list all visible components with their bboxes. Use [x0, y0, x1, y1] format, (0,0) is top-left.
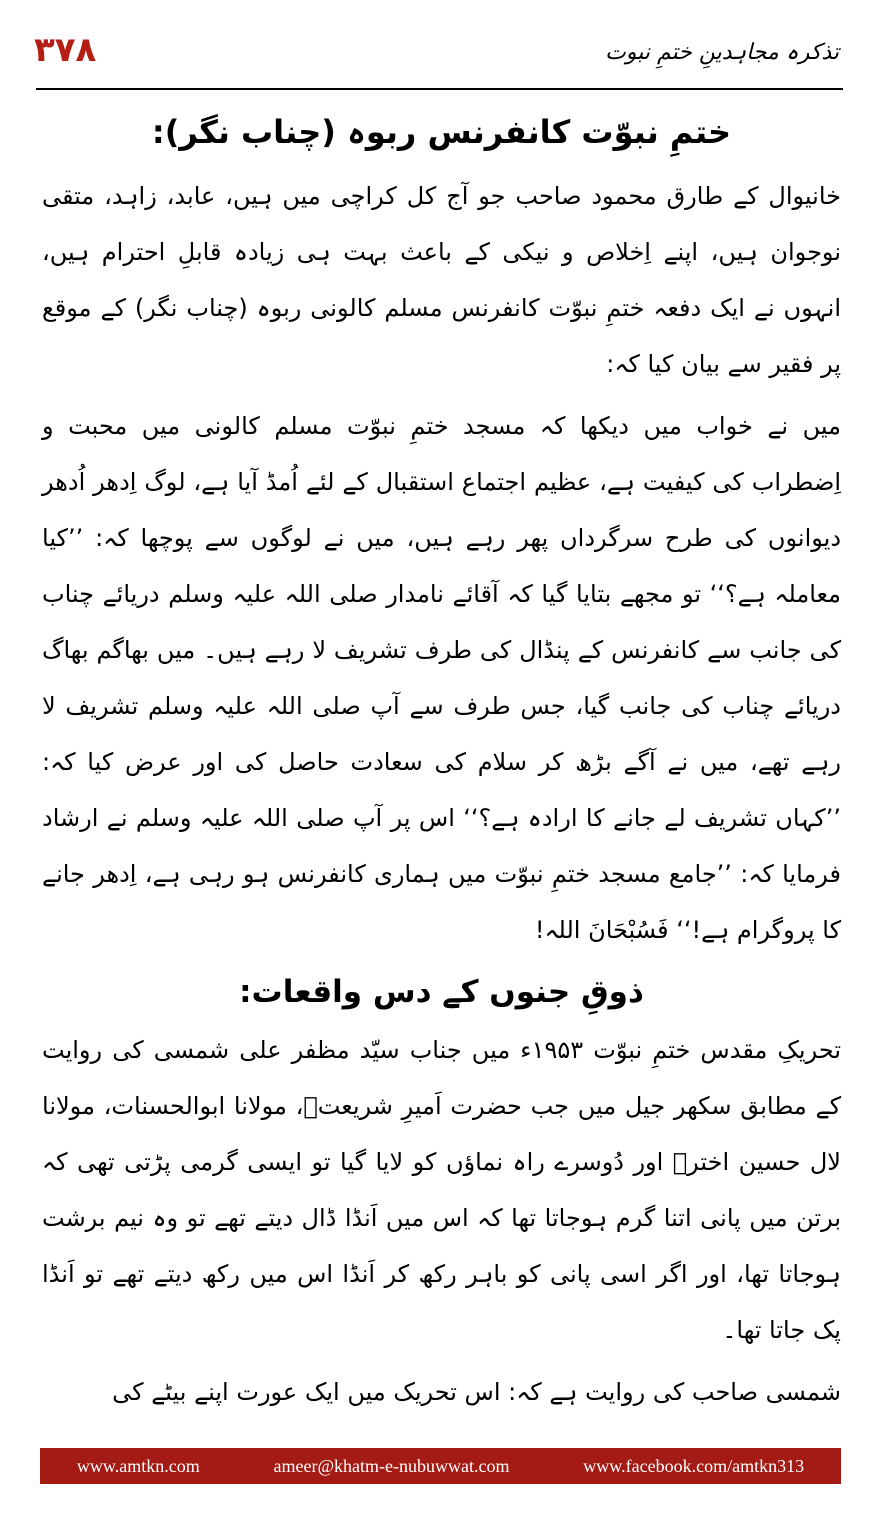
paragraph: تحریکِ مقدس ختمِ نبوّت ۱۹۵۳ء میں جناب سیّد مظفر علی شمسی کی روایت کے مطابق سکھر جیل میں جب حضرت اَمیرِ شریعتؒ، مولانا ابوالحسنات، مولانا لال حسین اخترؒ اور دُوسرے راہ نماؤں کو لایا گیا تو ایسی گرمی پڑتی تھی کہ برتن میں پانی اتنا گرم ہوجاتا تھا کہ اس میں اَنڈا ڈال دیتے تھے تو وہ نیم برشت ہوجاتا تھا، اور اگر اسی پانی کو باہر رکھ کر اَنڈا اس میں رکھ دیتے تھے تو اَنڈا پک جاتا تھا۔ [42, 1036, 842, 1344]
footer-facebook: www.facebook.com/amtkn313 [583, 1455, 805, 1476]
section-heading-ten-incidents: ذوقِ جنوں کے دس واقعات: [239, 974, 644, 1010]
running-title: تذکرہ مجاہدینِ ختمِ نبوت [605, 40, 839, 65]
footer-bar [40, 1448, 841, 1484]
paragraph: میں نے خواب میں دیکھا کہ مسجد ختمِ نبوّت مسلم کالونی میں محبت و اِضطراب کی کیفیت ہے، عظیم اجتماع استقبال کے لئے اُمڈ آیا ہے، لوگ اِدھر اُدھر دیوانوں کی طرح سرگرداں پھر رہے ہیں، میں نے لوگوں سے پوچھا کہ: ’’کیا معاملہ ہے؟‘‘ تو مجھے بتایا گیا کہ آقائے نامدار صلی اللہ علیہ وسلم دریائے چناب کی جانب سے کانفرنس کے پنڈال کی طرف تشریف لا رہے ہیں۔ میں بھاگم بھاگ دریائے چناب کی جانب گیا، جس طرف سے آپ صلی اللہ علیہ وسلم تشریف لا رہے تھے، میں نے آگے بڑھ کر سلام کی سعادت حاصل کی اور عرض کیا کہ: ’’کہاں تشریف لے جانے کا ارادہ ہے؟‘‘ اس پر آپ صلی اللہ علیہ وسلم نے ارشاد فرمایا کہ: ’’جامع مسجد ختمِ نبوّت میں ہماری کانفرنس ہو رہی ہے، اِدھر جانے کا پروگرام ہے!‘‘ فَسُبْحَانَ اللہ! [42, 412, 841, 944]
footer-email: ameer@khatm-e-nubuwwat.com [273, 1455, 510, 1476]
page-number: ۳۷۸ [34, 30, 97, 70]
header-rule [36, 88, 843, 90]
section-heading-conference: ختمِ نبوّت کانفرنس ربوہ (چناب نگر): [151, 113, 732, 151]
paragraph: شمسی صاحب کی روایت ہے کہ: اس تحریک میں ایک عورت اپنے بیٹے کی [112, 1378, 841, 1406]
footer-website: www.amtkn.com [76, 1455, 200, 1476]
paragraph: خانیوال کے طارق محمود صاحب جو آج کل کراچی میں ہیں، عابد، زاہد، متقی نوجوان ہیں، اپنے اِخلاص و نیکی کے باعث بہت ہی زیادہ قابلِ احترام ہیں، انہوں نے ایک دفعہ ختمِ نبوّت کانفرنس مسلم کالونی ربوہ (چناب نگر) کے موقع پر فقیر سے بیان کیا کہ: [42, 182, 841, 378]
page-body [42, 102, 841, 1420]
